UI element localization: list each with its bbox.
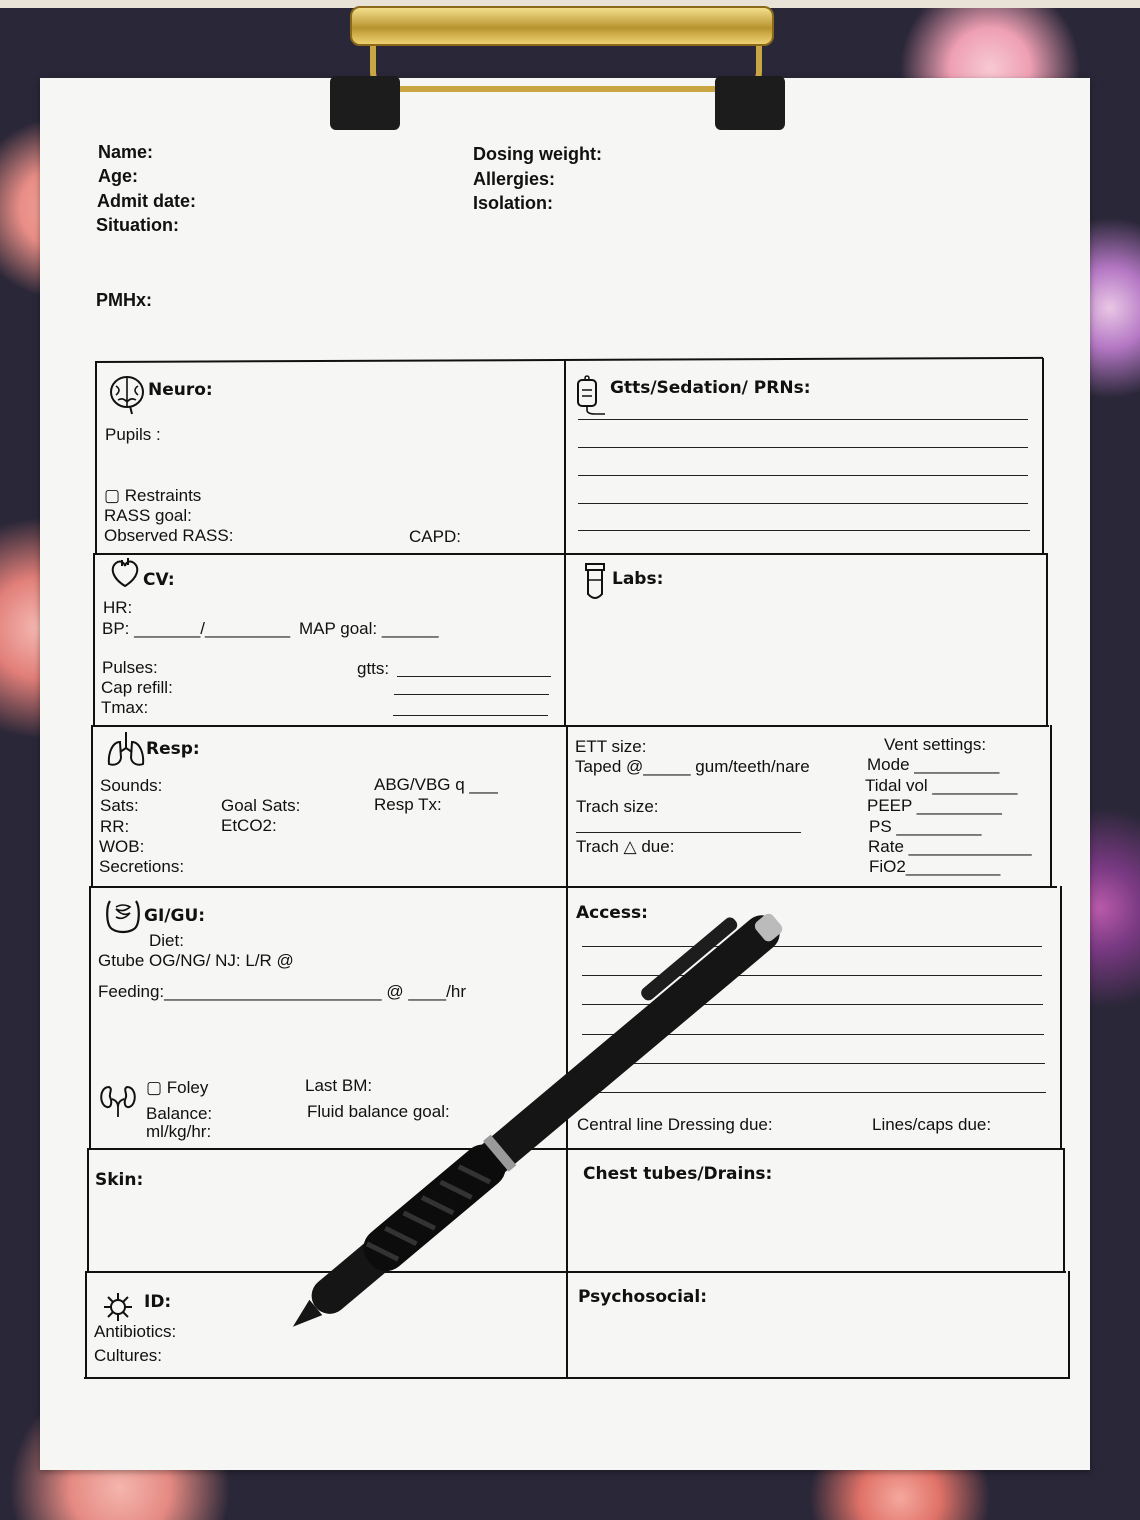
pmhx-label: PMHx: [96,290,153,310]
cv-gtts-line-2 [394,694,549,695]
labs-title: Labs: [612,569,664,589]
neuro-title: Neuro: [148,380,213,400]
lungs-icon [106,730,146,770]
wob-label: WOB: [99,837,145,856]
heart-icon [108,556,142,590]
access-title: Access: [576,903,648,923]
skin-title: Skin: [95,1170,144,1190]
rass-goal-label: RASS goal: [104,506,192,525]
observed-rass-label: Observed RASS: [104,526,234,545]
iv-bag-icon [574,374,610,416]
mode-field[interactable]: Mode _________ [867,755,1000,774]
central-line-label: Central line Dressing due: [577,1115,773,1134]
trach-size-line [576,832,801,833]
taped-field[interactable]: Taped @_____ gum/teeth/nare [575,757,810,776]
cv-gtts-label: gtts: [357,659,390,678]
clipboard-clip [330,6,790,126]
last-bm-label: Last BM: [305,1076,373,1095]
map-goal-field[interactable]: MAP goal: ______ [299,619,439,638]
secretions-label: Secretions: [99,857,185,876]
kidneys-icon [97,1083,139,1119]
ps-field[interactable]: PS _________ [869,817,982,836]
dosing-weight-label: Dosing weight: [473,144,602,164]
cv-title: CV: [143,570,175,590]
fio2-field[interactable]: FiO2__________ [869,857,1001,876]
cap-refill-label: Cap refill: [101,678,173,697]
tmax-label: Tmax: [101,698,149,717]
pulses-label: Pulses: [102,658,158,677]
restraints-checkbox[interactable]: ▢ Restraints [104,486,202,505]
trach-size-label: Trach size: [576,797,659,816]
ett-size-label: ETT size: [575,737,647,756]
age-label: Age: [98,166,138,186]
intestine-icon [104,897,142,935]
sats-label: Sats: [100,796,139,815]
allergies-label: Allergies: [473,169,556,189]
pupils-label: Pupils : [105,425,161,444]
peep-field[interactable]: PEEP _________ [867,796,1002,815]
isolation-label: Isolation: [473,193,553,213]
test-tube-icon [582,560,608,602]
diet-label: Diet: [149,931,184,950]
resp-tx-label: Resp Tx: [374,795,442,814]
sounds-label: Sounds: [100,776,163,795]
rr-label: RR: [100,817,130,836]
id-title: ID: [144,1292,172,1312]
cultures-label: Cultures: [94,1346,163,1365]
admit-date-label: Admit date: [97,191,196,211]
pen[interactable] [228,861,848,1381]
feeding-field[interactable]: Feeding:_______________________ @ ____/hr [98,982,466,1001]
hr-label: HR: [103,598,133,617]
mlkghr-label: ml/kg/hr: [146,1122,212,1141]
antibiotics-label: Antibiotics: [94,1322,177,1341]
cv-gtts-line-3 [393,715,548,716]
etco2-label: EtCO2: [221,816,277,835]
gtts-title: Gtts/Sedation/ PRNs: [610,378,811,398]
gi-title: GI/GU: [144,906,206,926]
trach-due-label: Trach △ due: [576,837,675,856]
chest-tubes-title: Chest tubes/Drains: [583,1164,773,1184]
situation-label: Situation: [96,215,179,235]
resp-title: Resp: [146,739,200,759]
lines-caps-label: Lines/caps due: [872,1115,992,1134]
brain-icon [108,374,146,416]
goal-sats-label: Goal Sats: [221,796,301,815]
cv-gtts-line-1 [397,676,551,677]
foley-checkbox[interactable]: ▢ Foley [146,1078,209,1097]
name-label: Name: [98,142,154,162]
abg-field[interactable]: ABG/VBG q ___ [374,775,498,794]
vent-settings-label: Vent settings: [884,735,987,754]
virus-icon [102,1291,134,1323]
bp-field[interactable]: BP: _______/_________ [102,619,291,638]
fluid-goal-label: Fluid balance goal: [307,1102,450,1121]
gtube-label: Gtube OG/NG/ NJ: L/R @ [98,951,294,970]
tidal-vol-field[interactable]: Tidal vol _________ [865,776,1018,795]
balance-label: Balance: [146,1104,213,1123]
psychosocial-title: Psychosocial: [578,1287,708,1307]
rate-field[interactable]: Rate _____________ [868,837,1032,856]
capd-label: CAPD: [409,527,461,546]
